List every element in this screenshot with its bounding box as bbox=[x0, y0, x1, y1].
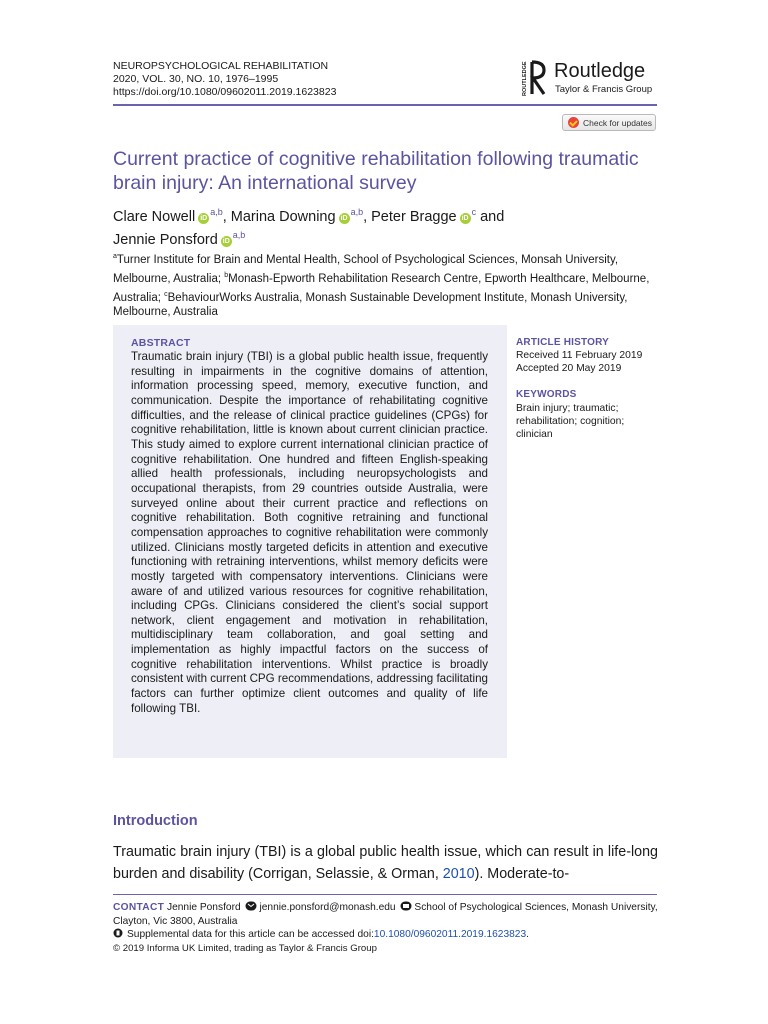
affiliation-sup: c bbox=[164, 290, 168, 298]
routledge-vertical-mark: ROUTLEDGE bbox=[522, 61, 528, 96]
keywords-heading: KEYWORDS bbox=[516, 389, 577, 400]
email-icon bbox=[245, 901, 257, 911]
intro-text-start: Traumatic brain injury (TBI) is a global public health issue, which can result in life-long burden and disability (Corrigan, Selassie, & Orman, bbox=[113, 844, 658, 882]
copyright-notice: © 2019 Informa UK Limited, trading as Taylor & Francis Group bbox=[113, 943, 377, 954]
orcid-icon[interactable]: iD bbox=[461, 215, 469, 222]
affiliation-sup: a bbox=[113, 253, 117, 260]
article-history bbox=[516, 349, 656, 375]
publisher-group: Taylor & Francis Group bbox=[555, 84, 653, 95]
orcid-icon[interactable]: iD bbox=[340, 215, 348, 222]
accepted-date: Accepted 20 May 2019 bbox=[516, 363, 622, 374]
check-updates-icon bbox=[568, 117, 579, 128]
citation-link[interactable]: 2010 bbox=[442, 866, 475, 882]
author-affiliation-sup: a,b bbox=[350, 207, 364, 217]
article-title: Current practice of cognitive rehabilitation following traumatic brain injury: An international survey bbox=[113, 148, 639, 194]
affiliation-sup: b bbox=[224, 271, 229, 279]
introduction-text bbox=[113, 841, 658, 885]
footer-contact bbox=[113, 901, 658, 942]
author-separator: , bbox=[363, 209, 372, 225]
author-affiliation-sup: c bbox=[471, 207, 477, 217]
publisher-logo bbox=[520, 58, 660, 100]
journal-header bbox=[113, 60, 336, 99]
author-affiliation-sup: a,b bbox=[210, 207, 223, 217]
abstract-heading: ABSTRACT bbox=[131, 337, 191, 349]
supplemental-text: Supplemental data for this article can be accessed doi: bbox=[127, 929, 374, 940]
author-name[interactable]: Peter Bragge bbox=[371, 209, 457, 225]
supplemental-end: . bbox=[526, 929, 529, 940]
orcid-icon[interactable]: iD bbox=[200, 215, 208, 222]
received-date: Received 11 February 2019 bbox=[516, 350, 643, 361]
author-list bbox=[113, 203, 658, 249]
intro-text-end: ). Moderate-to- bbox=[474, 866, 570, 882]
orcid-icon[interactable]: iD bbox=[222, 238, 230, 245]
contact-address: School of Psychological Sciences, Monash University, Clayton, Vic 3800, Australia bbox=[113, 902, 658, 927]
author-separator: and bbox=[476, 209, 505, 225]
article-history-heading: ARTICLE HISTORY bbox=[516, 337, 610, 348]
journal-citation: 2020, VOL. 30, NO. 10, 1976–1995 bbox=[113, 73, 279, 85]
affiliation-text: BehaviourWorks Australia, Monash Sustainable Development Institute, Monash University, Melbourne, Australia bbox=[113, 291, 628, 319]
author-name[interactable]: Jennie Ponsford bbox=[113, 232, 218, 248]
contact-name: Jennie Ponsford bbox=[167, 902, 241, 913]
publisher-name: Routledge bbox=[554, 60, 646, 82]
author-name[interactable]: Marina Downing bbox=[230, 209, 336, 225]
supplemental-data-icon bbox=[113, 928, 125, 938]
journal-doi-link[interactable]: https://doi.org/10.1080/09602011.2019.1623823 bbox=[113, 86, 337, 98]
address-icon bbox=[400, 901, 412, 911]
routledge-logo-icon bbox=[520, 58, 548, 98]
author-separator: , bbox=[222, 209, 231, 225]
affiliations bbox=[113, 249, 658, 320]
check-updates-label: Check for updates bbox=[583, 117, 652, 128]
contact-email-link[interactable]: jennie.ponsford@monash.edu bbox=[259, 902, 396, 913]
abstract-text: Traumatic brain injury (TBI) is a global public health issue, frequently resulting in impairments in the cognitive domains of attention, information processing speed, memory, executive function, and communication. Despite the importance of rehabilitating cognitive difficulties, and the release of clinical practice guidelines (CPGs) for cognitive rehabilitation, little is known about current clinician practice. This study aimed to explore current international clinician practice of cognitive rehabilitation. One hundred and fifteen English-speaking allied health professionals, including neuropsychologists and occupational therapists, from 29 countries outside Australia, were surveyed online about their current practice and reflections on cognitive rehabilitation. Both cognitive retraining and functional compensation approaches to cognitive rehabilitation were commonly utilized. Clinicians mostly targeted deficits in attention and executive functioning with retraining interventions, whilst memory deficits were mostly targeted with compensatory interventions. Clinicians were aware of and utilized various resources for cognitive rehabilitation, including CPGs. Clinicians considered the client’s social support network, client engagement and motivation in rehabilitation, multidisciplinary team collaboration, and goal setting and implementation as highly impactful factors on the success of cognitive rehabilitation interventions. Whilst practice is broadly consistent with current CPG recommendations, addressing facilitating factors can further optimize client outcomes and quality of life following TBI. bbox=[131, 350, 488, 715]
journal-name: NEUROPSYCHOLOGICAL REHABILITATION bbox=[113, 60, 329, 72]
keywords-list: Brain injury; traumatic; rehabilitation; cognition; clinician bbox=[516, 403, 625, 440]
check-for-updates-button[interactable] bbox=[562, 114, 656, 131]
supplemental-doi-link[interactable]: 10.1080/09602011.2019.1623823 bbox=[373, 929, 527, 940]
author-affiliation-sup: a,b bbox=[232, 230, 246, 240]
affiliation-text: Turner Institute for Brain and Mental Health, School of Psychological Sciences, Monsah University, Melbourne, Australia; bbox=[113, 253, 619, 285]
footer-divider bbox=[113, 894, 657, 895]
affiliation-text: Monash-Epworth Rehabilitation Research Centre, Epworth Healthcare, Melbourne, Australia; bbox=[113, 272, 650, 304]
contact-label: CONTACT bbox=[113, 902, 165, 913]
introduction-heading: Introduction bbox=[113, 813, 198, 829]
header-divider bbox=[113, 104, 657, 106]
author-name[interactable]: Clare Nowell bbox=[113, 209, 196, 225]
